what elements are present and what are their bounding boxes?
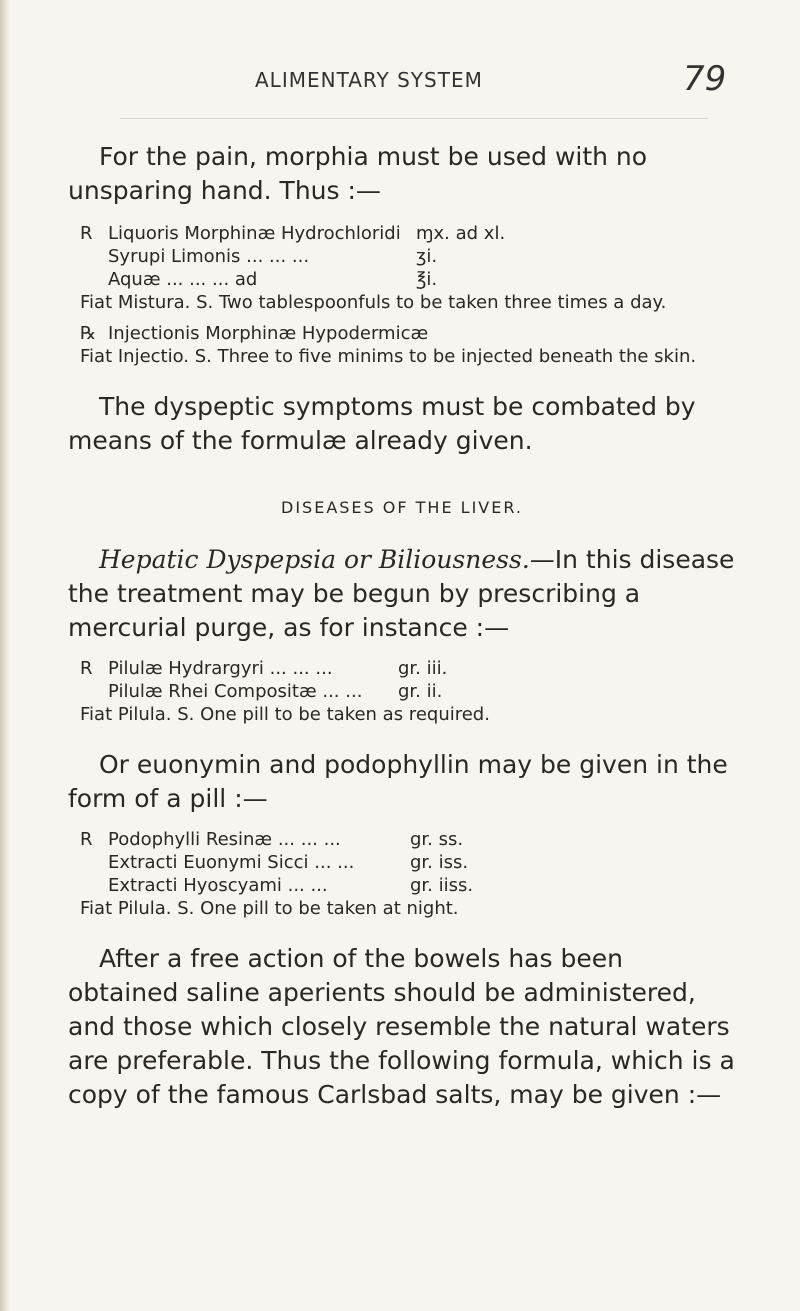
rx-quantity: gr. ii. (398, 681, 443, 702)
rx-symbol (68, 874, 108, 897)
rx-ingredient: Pilulæ Rhei Compositæ ... ... (108, 681, 363, 702)
rx-quantity: gr. iiss. (410, 875, 474, 896)
rx-symbol (68, 680, 108, 703)
rx-direction: Fiat Injectio. S. Three to five minims to be injected beneath the skin. (80, 346, 697, 367)
rx-line (68, 851, 736, 874)
prescription-podophyllin-pill (68, 828, 736, 920)
rx-line (68, 828, 736, 851)
rx-line (68, 874, 736, 897)
rx-direction: Fiat Pilula. S. One pill to be taken as required. (80, 704, 490, 725)
rx-quantity: gr. ss. (410, 829, 464, 850)
rx-quantity: gr. iii. (398, 658, 448, 679)
rx-line (68, 268, 736, 291)
rx-quantity: ℥i. (416, 269, 438, 290)
rx-ingredient: Podophylli Resinæ ... ... ... (108, 829, 341, 850)
rx-ingredient: Liquoris Morphinæ Hydrochloridi (108, 223, 401, 244)
rx-symbol: R (80, 658, 93, 679)
binding-shadow (0, 0, 10, 1311)
page-header (0, 59, 800, 108)
rx-ingredient: Syrupi Limonis ... ... ... (108, 246, 310, 267)
paragraph-hepatic-text: —In this disease the treatment may be begun by prescribing a mercurial purge, as for instance :— (68, 545, 735, 642)
rx-ingredient: Pilulæ Hydrargyri ... ... ... (108, 658, 333, 679)
paragraph-euonymin: Or euonymin and podophyllin may be given in the form of a pill :— (68, 750, 728, 813)
rx-line (68, 322, 736, 345)
rx-line (68, 657, 736, 680)
header-rule (120, 118, 708, 119)
rx-line (68, 245, 736, 268)
rx-symbol: R (80, 223, 93, 244)
paragraph-dyspeptic: The dyspeptic symptoms must be combated by means of the formulæ already given. (68, 392, 696, 455)
rx-line (68, 680, 736, 703)
rx-symbol (68, 245, 108, 268)
page-number: 79 (683, 59, 727, 99)
paragraph-pain: For the pain, morphia must be used with no unsparing hand. Thus :— (68, 142, 648, 205)
prescription-mercurial-pill (68, 657, 736, 726)
rx-quantity: ʒi. (416, 246, 438, 267)
rx-symbol (68, 851, 108, 874)
rx-ingredient: Aquæ ... ... ... ad (108, 269, 258, 290)
rx-symbol: ℞ (80, 323, 97, 344)
rx-ingredient: Extracti Hyoscyami ... ... (108, 875, 328, 896)
section-heading-liver: DISEASES OF THE LIVER. (281, 498, 523, 517)
rx-quantity: gr. iss. (410, 852, 469, 873)
rx-direction: Fiat Pilula. S. One pill to be taken at night. (80, 898, 459, 919)
rx-ingredient: Injectionis Morphinæ Hypodermicæ (108, 323, 429, 344)
rx-quantity: ɱx. ad xl. (416, 223, 506, 244)
rx-symbol (68, 268, 108, 291)
rx-symbol: R (80, 829, 93, 850)
prescription-morphia-injection (68, 322, 736, 368)
paragraph-saline-aperients: After a free action of the bowels has been obtained saline aperients should be administered, and those which closely resemble the natural waters are preferable. Thus the following formula, which is a copy of the famous Carlsbad salts, may be given :— (68, 944, 735, 1109)
running-head: ALIMENTARY SYSTEM (255, 68, 483, 92)
rx-quantity (608, 322, 736, 345)
rx-line (68, 222, 736, 245)
rx-direction: Fiat Mistura. S. Two tablespoonfuls to be taken three times a day. (80, 292, 667, 313)
rx-ingredient: Extracti Euonymi Sicci ... ... (108, 852, 355, 873)
paragraph-hepatic-dyspepsia (68, 543, 736, 645)
subheading-hepatic-dyspepsia: Hepatic Dyspepsia or Biliousness. (99, 545, 530, 574)
prescription-morphia-mixture (68, 222, 736, 314)
page-content (68, 140, 736, 1112)
